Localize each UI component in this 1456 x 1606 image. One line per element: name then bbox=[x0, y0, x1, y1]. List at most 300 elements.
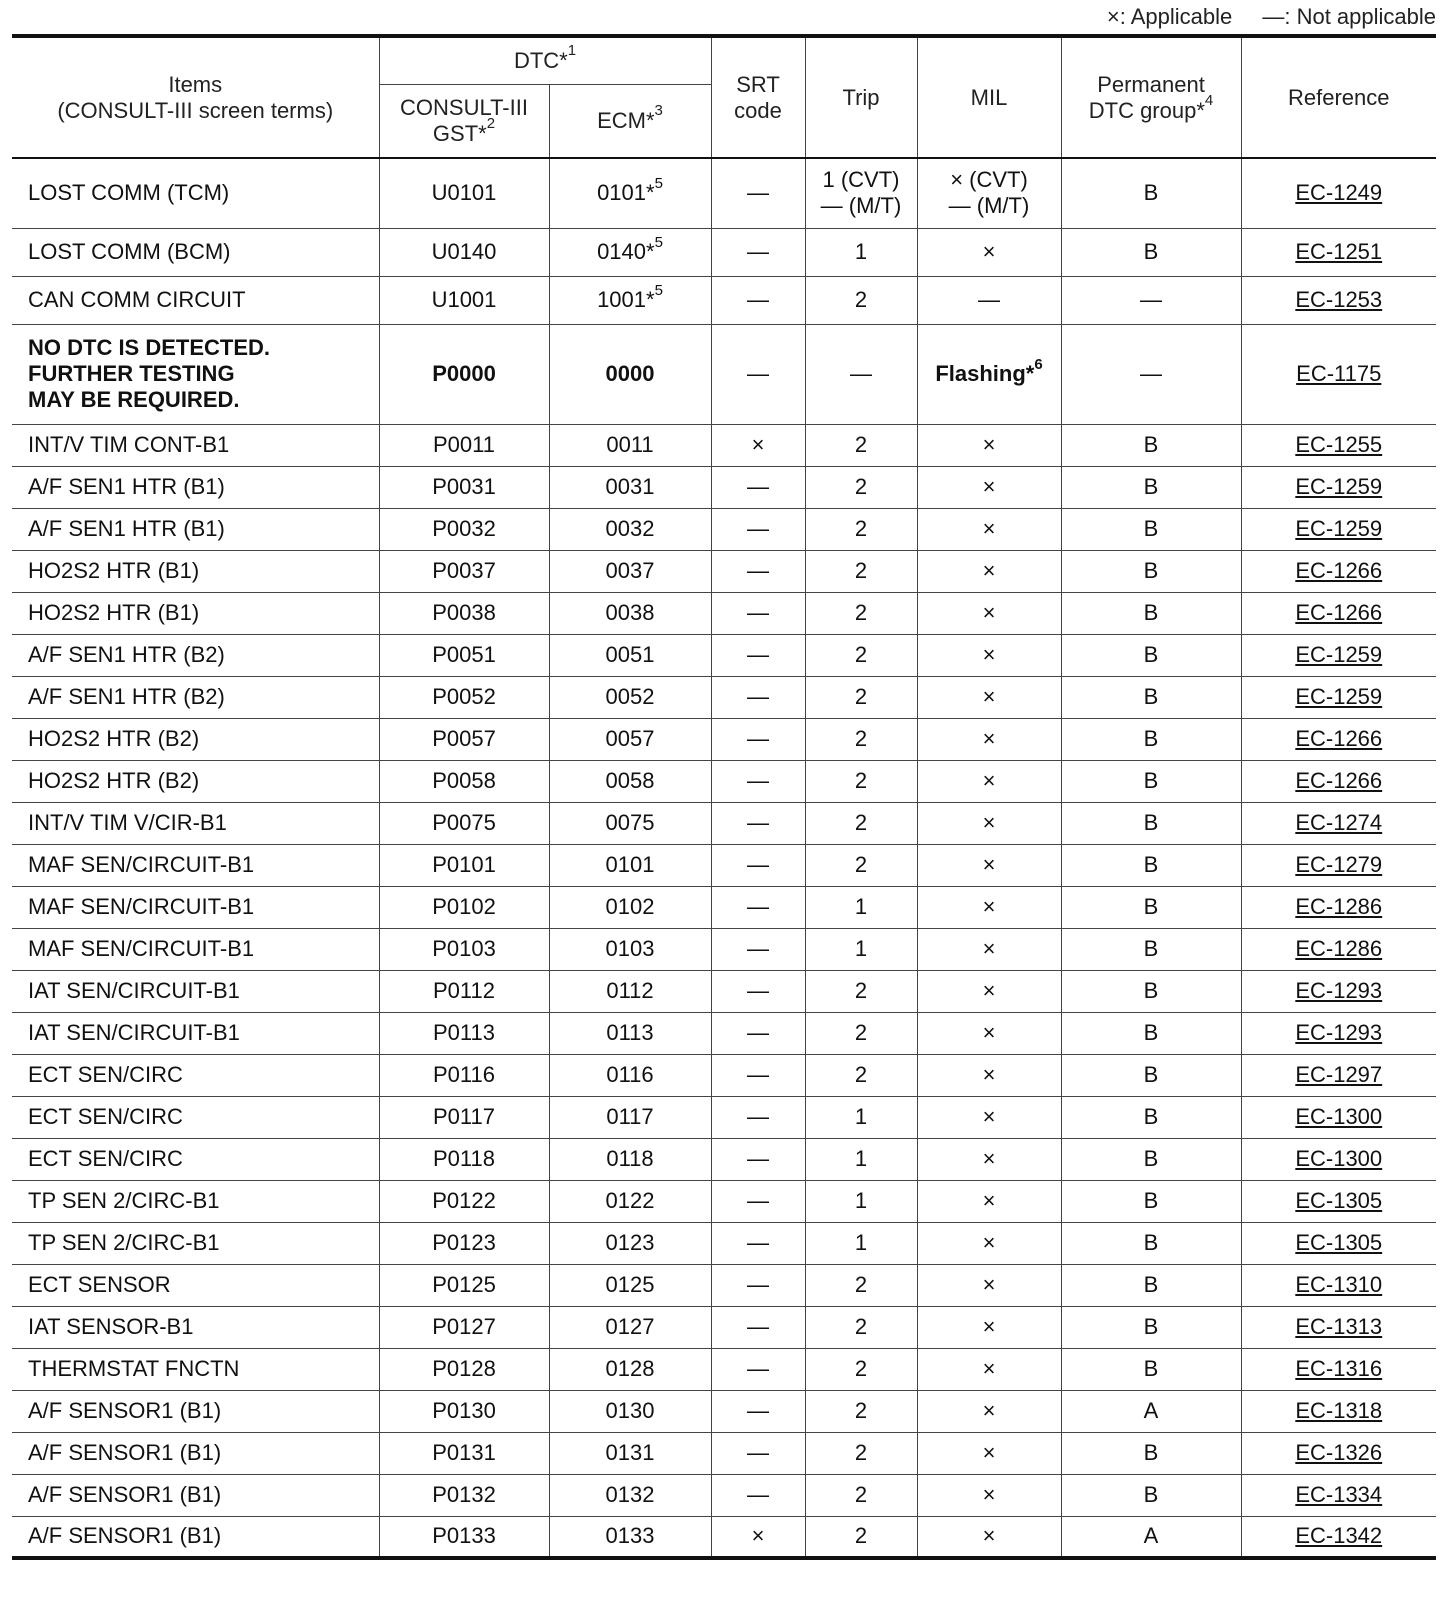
reference-link[interactable]: EC-1293 bbox=[1241, 1012, 1436, 1054]
cell-perm: B bbox=[1061, 1180, 1241, 1222]
cell-trip: 2 bbox=[805, 1516, 917, 1558]
cell-srt: — bbox=[711, 466, 805, 508]
cell-item: INT/V TIM CONT-B1 bbox=[12, 424, 379, 466]
cell-mil: × bbox=[917, 1222, 1061, 1264]
cell-srt: — bbox=[711, 1054, 805, 1096]
cell-srt: — bbox=[711, 1264, 805, 1306]
cell-item: TP SEN 2/CIRC-B1 bbox=[12, 1180, 379, 1222]
cell-perm: B bbox=[1061, 592, 1241, 634]
cell-ecm-sup: 5 bbox=[654, 233, 663, 251]
cell-consult: P0037 bbox=[379, 550, 549, 592]
reference-link[interactable]: EC-1175 bbox=[1241, 324, 1436, 424]
cell-item: MAF SEN/CIRCUIT-B1 bbox=[12, 928, 379, 970]
cell-perm: B bbox=[1061, 1222, 1241, 1264]
cell-mil: × bbox=[917, 634, 1061, 676]
cell-consult: P0113 bbox=[379, 1012, 549, 1054]
cell-item: A/F SEN1 HTR (B1) bbox=[12, 508, 379, 550]
cell-perm: B bbox=[1061, 158, 1241, 228]
table-row bbox=[12, 1222, 1436, 1264]
cell-srt: — bbox=[711, 1222, 805, 1264]
cell-perm: — bbox=[1061, 276, 1241, 324]
reference-link[interactable]: EC-1342 bbox=[1241, 1516, 1436, 1558]
cell-ecm: 0122 bbox=[549, 1180, 711, 1222]
cell-item: INT/V TIM V/CIR-B1 bbox=[12, 802, 379, 844]
cell-ecm: 0011 bbox=[549, 424, 711, 466]
cell-perm: B bbox=[1061, 1012, 1241, 1054]
cell-mil: × bbox=[917, 1432, 1061, 1474]
cell-consult: P0057 bbox=[379, 718, 549, 760]
cell-mil bbox=[917, 324, 1061, 424]
table-row bbox=[12, 1096, 1436, 1138]
cell-ecm bbox=[549, 276, 711, 324]
cell-item: HO2S2 HTR (B2) bbox=[12, 760, 379, 802]
header-permanent bbox=[1061, 36, 1241, 158]
table-row bbox=[12, 1474, 1436, 1516]
cell-srt: × bbox=[711, 424, 805, 466]
cell-trip: 1 bbox=[805, 886, 917, 928]
cell-consult: U1001 bbox=[379, 276, 549, 324]
cell-perm: B bbox=[1061, 802, 1241, 844]
cell-perm: B bbox=[1061, 508, 1241, 550]
cell-perm: B bbox=[1061, 228, 1241, 276]
cell-item: A/F SENSOR1 (B1) bbox=[12, 1432, 379, 1474]
cell-srt: — bbox=[711, 228, 805, 276]
header-consult-sup: 2 bbox=[486, 115, 496, 133]
cell-ecm: 0112 bbox=[549, 970, 711, 1012]
cell-trip: 2 bbox=[805, 1390, 917, 1432]
cell-srt: — bbox=[711, 550, 805, 592]
cell-trip: 2 bbox=[805, 1348, 917, 1390]
table-row bbox=[12, 1390, 1436, 1432]
table-row bbox=[12, 324, 1436, 424]
cell-perm: B bbox=[1061, 1348, 1241, 1390]
cell-ecm bbox=[549, 158, 711, 228]
reference-link[interactable]: EC-1259 bbox=[1241, 634, 1436, 676]
table-row bbox=[12, 276, 1436, 324]
cell-consult: U0140 bbox=[379, 228, 549, 276]
cell-mil: × bbox=[917, 1390, 1061, 1432]
cell-consult: P0116 bbox=[379, 1054, 549, 1096]
table-row bbox=[12, 1012, 1436, 1054]
header-ecm bbox=[549, 84, 711, 158]
cell-srt: — bbox=[711, 718, 805, 760]
reference-link[interactable]: EC-1274 bbox=[1241, 802, 1436, 844]
reference-link[interactable]: EC-1266 bbox=[1241, 760, 1436, 802]
cell-ecm-sup: 5 bbox=[654, 281, 663, 299]
cell-srt: — bbox=[711, 1306, 805, 1348]
legend-not-applicable: —: Not applicable bbox=[1262, 4, 1436, 29]
table-row bbox=[12, 1432, 1436, 1474]
header-consult bbox=[379, 84, 549, 158]
table-row bbox=[12, 802, 1436, 844]
cell-mil: × bbox=[917, 1264, 1061, 1306]
reference-link[interactable]: EC-1305 bbox=[1241, 1222, 1436, 1264]
cell-srt: — bbox=[711, 158, 805, 228]
cell-item: MAF SEN/CIRCUIT-B1 bbox=[12, 844, 379, 886]
reference-link[interactable]: EC-1251 bbox=[1241, 228, 1436, 276]
cell-mil: × bbox=[917, 1180, 1061, 1222]
cell-consult: P0038 bbox=[379, 592, 549, 634]
cell-item bbox=[12, 324, 379, 424]
table-row bbox=[12, 970, 1436, 1012]
cell-srt: — bbox=[711, 634, 805, 676]
header-consult-line2 bbox=[384, 115, 545, 147]
table-row bbox=[12, 466, 1436, 508]
cell-perm: B bbox=[1061, 844, 1241, 886]
header-trip: Trip bbox=[805, 36, 917, 158]
cell-trip: 2 bbox=[805, 508, 917, 550]
header-consult-line2-text: GST* bbox=[432, 120, 487, 146]
cell-perm: A bbox=[1061, 1516, 1241, 1558]
cell-ecm: 0132 bbox=[549, 1474, 711, 1516]
cell-perm: B bbox=[1061, 928, 1241, 970]
cell-trip: 2 bbox=[805, 424, 917, 466]
header-items-line1: Items bbox=[168, 71, 223, 97]
reference-link[interactable]: EC-1253 bbox=[1241, 276, 1436, 324]
cell-srt: — bbox=[711, 324, 805, 424]
cell-perm: A bbox=[1061, 1390, 1241, 1432]
reference-link[interactable]: EC-1266 bbox=[1241, 718, 1436, 760]
cell-consult: P0103 bbox=[379, 928, 549, 970]
cell-srt: — bbox=[711, 1096, 805, 1138]
cell-ecm: 0038 bbox=[549, 592, 711, 634]
cell-consult: P0133 bbox=[379, 1516, 549, 1558]
cell-ecm: 0037 bbox=[549, 550, 711, 592]
cell-item: HO2S2 HTR (B2) bbox=[12, 718, 379, 760]
cell-mil-line1: × (CVT) bbox=[950, 167, 1028, 193]
table-header bbox=[12, 36, 1436, 158]
cell-consult: P0031 bbox=[379, 466, 549, 508]
cell-ecm-text: 1001* bbox=[597, 287, 655, 312]
cell-ecm: 0032 bbox=[549, 508, 711, 550]
cell-perm: B bbox=[1061, 1474, 1241, 1516]
cell-item: IAT SEN/CIRCUIT-B1 bbox=[12, 1012, 379, 1054]
cell-item-line2: FURTHER TESTING bbox=[28, 361, 235, 386]
cell-ecm: 0116 bbox=[549, 1054, 711, 1096]
cell-srt: — bbox=[711, 276, 805, 324]
cell-item: A/F SENSOR1 (B1) bbox=[12, 1390, 379, 1432]
reference-link[interactable]: EC-1300 bbox=[1241, 1096, 1436, 1138]
cell-trip: 2 bbox=[805, 1264, 917, 1306]
cell-ecm: 0117 bbox=[549, 1096, 711, 1138]
cell-perm: B bbox=[1061, 424, 1241, 466]
header-perm-sup: 4 bbox=[1204, 92, 1214, 110]
cell-mil: × bbox=[917, 1474, 1061, 1516]
cell-item: TP SEN 2/CIRC-B1 bbox=[12, 1222, 379, 1264]
dtc-table bbox=[12, 34, 1436, 1560]
cell-item: IAT SENSOR-B1 bbox=[12, 1306, 379, 1348]
cell-srt: — bbox=[711, 970, 805, 1012]
reference-link[interactable]: EC-1334 bbox=[1241, 1474, 1436, 1516]
cell-consult: P0123 bbox=[379, 1222, 549, 1264]
cell-ecm: 0058 bbox=[549, 760, 711, 802]
cell-mil: × bbox=[917, 508, 1061, 550]
cell-perm: B bbox=[1061, 1138, 1241, 1180]
table-row bbox=[12, 508, 1436, 550]
reference-link[interactable]: EC-1249 bbox=[1241, 158, 1436, 228]
table-row bbox=[12, 228, 1436, 276]
header-srt-line2: code bbox=[734, 97, 782, 123]
cell-consult: P0122 bbox=[379, 1180, 549, 1222]
cell-trip: 1 bbox=[805, 1138, 917, 1180]
cell-ecm: 0128 bbox=[549, 1348, 711, 1390]
table-row bbox=[12, 844, 1436, 886]
cell-perm: B bbox=[1061, 1054, 1241, 1096]
cell-ecm: 0102 bbox=[549, 886, 711, 928]
cell-perm: B bbox=[1061, 760, 1241, 802]
header-reference: Reference bbox=[1241, 36, 1436, 158]
cell-srt: — bbox=[711, 844, 805, 886]
table-row bbox=[12, 1348, 1436, 1390]
reference-link[interactable]: EC-1259 bbox=[1241, 466, 1436, 508]
cell-trip: 2 bbox=[805, 466, 917, 508]
cell-ecm: 0131 bbox=[549, 1432, 711, 1474]
cell-mil: × bbox=[917, 466, 1061, 508]
table-row bbox=[12, 1180, 1436, 1222]
reference-link[interactable]: EC-1279 bbox=[1241, 844, 1436, 886]
cell-mil: × bbox=[917, 550, 1061, 592]
header-perm-line2-text: DTC group* bbox=[1088, 97, 1205, 123]
header-srt-line1: SRT bbox=[736, 71, 780, 97]
cell-srt: — bbox=[711, 1138, 805, 1180]
cell-mil: × bbox=[917, 676, 1061, 718]
table-row bbox=[12, 928, 1436, 970]
header-perm-line2 bbox=[1066, 92, 1237, 124]
cell-consult: P0011 bbox=[379, 424, 549, 466]
cell-mil: × bbox=[917, 228, 1061, 276]
cell-mil: × bbox=[917, 802, 1061, 844]
cell-consult: P0058 bbox=[379, 760, 549, 802]
cell-mil-line2: — (M/T) bbox=[948, 193, 1030, 219]
cell-trip: 2 bbox=[805, 276, 917, 324]
cell-mil: × bbox=[917, 844, 1061, 886]
cell-ecm: 0127 bbox=[549, 1306, 711, 1348]
reference-link[interactable]: EC-1318 bbox=[1241, 1390, 1436, 1432]
table-row bbox=[12, 760, 1436, 802]
cell-consult: P0127 bbox=[379, 1306, 549, 1348]
cell-perm: B bbox=[1061, 1096, 1241, 1138]
cell-ecm: 0031 bbox=[549, 466, 711, 508]
cell-consult: P0032 bbox=[379, 508, 549, 550]
cell-mil: × bbox=[917, 592, 1061, 634]
cell-ecm bbox=[549, 228, 711, 276]
cell-mil bbox=[917, 158, 1061, 228]
cell-trip: 2 bbox=[805, 676, 917, 718]
cell-trip: — bbox=[805, 324, 917, 424]
cell-trip: 2 bbox=[805, 1306, 917, 1348]
cell-item: A/F SEN1 HTR (B2) bbox=[12, 676, 379, 718]
cell-trip: 2 bbox=[805, 550, 917, 592]
cell-trip: 2 bbox=[805, 592, 917, 634]
cell-ecm: 0130 bbox=[549, 1390, 711, 1432]
cell-mil: × bbox=[917, 970, 1061, 1012]
cell-perm: B bbox=[1061, 886, 1241, 928]
cell-trip: 2 bbox=[805, 1432, 917, 1474]
cell-mil: × bbox=[917, 1096, 1061, 1138]
header-consult-line1: CONSULT-III bbox=[400, 94, 528, 120]
cell-srt: — bbox=[711, 676, 805, 718]
cell-ecm: 0052 bbox=[549, 676, 711, 718]
cell-item: ECT SENSOR bbox=[12, 1264, 379, 1306]
reference-link[interactable]: EC-1297 bbox=[1241, 1054, 1436, 1096]
header-items-line2: (CONSULT-III screen terms) bbox=[57, 97, 334, 123]
reference-link[interactable]: EC-1255 bbox=[1241, 424, 1436, 466]
cell-trip: 1 bbox=[805, 1096, 917, 1138]
cell-srt: — bbox=[711, 1348, 805, 1390]
table-row bbox=[12, 424, 1436, 466]
table-row bbox=[12, 158, 1436, 228]
cell-trip: 2 bbox=[805, 1474, 917, 1516]
cell-trip: 1 bbox=[805, 1180, 917, 1222]
cell-srt: — bbox=[711, 760, 805, 802]
cell-srt: — bbox=[711, 1012, 805, 1054]
cell-consult: P0117 bbox=[379, 1096, 549, 1138]
cell-ecm-text: 0140* bbox=[597, 239, 655, 264]
cell-mil-text: Flashing* bbox=[935, 361, 1035, 386]
cell-item: CAN COMM CIRCUIT bbox=[12, 276, 379, 324]
cell-srt: × bbox=[711, 1516, 805, 1558]
cell-mil: × bbox=[917, 1306, 1061, 1348]
cell-mil: × bbox=[917, 424, 1061, 466]
dtc-table-container bbox=[12, 34, 1436, 1560]
cell-srt: — bbox=[711, 928, 805, 970]
cell-srt: — bbox=[711, 886, 805, 928]
reference-link[interactable]: EC-1266 bbox=[1241, 550, 1436, 592]
cell-perm: B bbox=[1061, 466, 1241, 508]
cell-srt: — bbox=[711, 1180, 805, 1222]
header-ecm-label: ECM* bbox=[597, 107, 655, 133]
legend-applicable: ×: Applicable bbox=[1106, 4, 1233, 29]
header-perm-line1: Permanent bbox=[1097, 71, 1205, 97]
reference-link[interactable]: EC-1310 bbox=[1241, 1264, 1436, 1306]
cell-perm: B bbox=[1061, 1432, 1241, 1474]
header-ecm-sup: 3 bbox=[654, 102, 663, 120]
table-row bbox=[12, 592, 1436, 634]
reference-link[interactable]: EC-1300 bbox=[1241, 1138, 1436, 1180]
cell-trip-line2: — (M/T) bbox=[820, 193, 902, 219]
reference-link[interactable]: EC-1286 bbox=[1241, 928, 1436, 970]
cell-perm: B bbox=[1061, 634, 1241, 676]
header-mil: MIL bbox=[917, 36, 1061, 158]
cell-ecm: 0075 bbox=[549, 802, 711, 844]
cell-consult: P0128 bbox=[379, 1348, 549, 1390]
cell-mil: — bbox=[917, 276, 1061, 324]
cell-item: HO2S2 HTR (B1) bbox=[12, 550, 379, 592]
header-items bbox=[12, 36, 379, 158]
cell-ecm: 0103 bbox=[549, 928, 711, 970]
header-srt bbox=[711, 36, 805, 158]
cell-item-line1: NO DTC IS DETECTED. bbox=[28, 335, 271, 360]
cell-item: MAF SEN/CIRCUIT-B1 bbox=[12, 886, 379, 928]
cell-consult: P0112 bbox=[379, 970, 549, 1012]
reference-link[interactable]: EC-1259 bbox=[1241, 676, 1436, 718]
cell-trip: 2 bbox=[805, 844, 917, 886]
cell-mil-sup: 6 bbox=[1034, 355, 1043, 373]
cell-trip: 2 bbox=[805, 1054, 917, 1096]
cell-item: THERMSTAT FNCTN bbox=[12, 1348, 379, 1390]
cell-item-line3: MAY BE REQUIRED. bbox=[28, 387, 240, 412]
header-dtc bbox=[379, 36, 711, 84]
reference-link[interactable]: EC-1326 bbox=[1241, 1432, 1436, 1474]
cell-ecm: 0125 bbox=[549, 1264, 711, 1306]
table-row bbox=[12, 550, 1436, 592]
cell-trip: 2 bbox=[805, 1012, 917, 1054]
cell-ecm-text: 0101* bbox=[597, 180, 655, 206]
cell-ecm: 0000 bbox=[549, 324, 711, 424]
cell-trip: 2 bbox=[805, 634, 917, 676]
cell-ecm: 0057 bbox=[549, 718, 711, 760]
cell-consult: P0130 bbox=[379, 1390, 549, 1432]
cell-trip: 1 bbox=[805, 1222, 917, 1264]
cell-mil: × bbox=[917, 1138, 1061, 1180]
header-dtc-label: DTC* bbox=[513, 47, 568, 73]
cell-mil: × bbox=[917, 1054, 1061, 1096]
cell-item: A/F SENSOR1 (B1) bbox=[12, 1474, 379, 1516]
cell-srt: — bbox=[711, 1390, 805, 1432]
cell-item: A/F SEN1 HTR (B2) bbox=[12, 634, 379, 676]
reference-link[interactable]: EC-1313 bbox=[1241, 1306, 1436, 1348]
cell-ecm: 0123 bbox=[549, 1222, 711, 1264]
cell-item: ECT SEN/CIRC bbox=[12, 1054, 379, 1096]
cell-consult: P0118 bbox=[379, 1138, 549, 1180]
cell-item: LOST COMM (TCM) bbox=[12, 158, 379, 228]
cell-ecm: 0113 bbox=[549, 1012, 711, 1054]
reference-link[interactable]: EC-1293 bbox=[1241, 970, 1436, 1012]
cell-mil: × bbox=[917, 886, 1061, 928]
cell-srt: — bbox=[711, 508, 805, 550]
reference-link[interactable]: EC-1305 bbox=[1241, 1180, 1436, 1222]
cell-consult: P0125 bbox=[379, 1264, 549, 1306]
cell-item: ECT SEN/CIRC bbox=[12, 1096, 379, 1138]
table-row bbox=[12, 1264, 1436, 1306]
cell-srt: — bbox=[711, 592, 805, 634]
cell-trip: 1 bbox=[805, 928, 917, 970]
cell-consult: P0000 bbox=[379, 324, 549, 424]
cell-ecm-sup: 5 bbox=[654, 174, 663, 192]
cell-trip: 2 bbox=[805, 718, 917, 760]
cell-srt: — bbox=[711, 802, 805, 844]
cell-srt: — bbox=[711, 1432, 805, 1474]
cell-trip bbox=[805, 158, 917, 228]
cell-item: IAT SEN/CIRCUIT-B1 bbox=[12, 970, 379, 1012]
cell-item: ECT SEN/CIRC bbox=[12, 1138, 379, 1180]
reference-link[interactable]: EC-1259 bbox=[1241, 508, 1436, 550]
cell-perm: — bbox=[1061, 324, 1241, 424]
table-body bbox=[12, 158, 1436, 1558]
cell-item: LOST COMM (BCM) bbox=[12, 228, 379, 276]
table-row bbox=[12, 1306, 1436, 1348]
cell-mil: × bbox=[917, 928, 1061, 970]
legend bbox=[1083, 4, 1436, 30]
table-row bbox=[12, 1138, 1436, 1180]
reference-link[interactable]: EC-1266 bbox=[1241, 592, 1436, 634]
cell-consult: U0101 bbox=[379, 158, 549, 228]
header-dtc-sup: 1 bbox=[567, 42, 577, 60]
cell-trip: 2 bbox=[805, 760, 917, 802]
cell-mil: × bbox=[917, 1012, 1061, 1054]
cell-mil: × bbox=[917, 1516, 1061, 1558]
reference-link[interactable]: EC-1286 bbox=[1241, 886, 1436, 928]
cell-perm: B bbox=[1061, 718, 1241, 760]
cell-consult: P0131 bbox=[379, 1432, 549, 1474]
cell-consult: P0075 bbox=[379, 802, 549, 844]
cell-consult: P0101 bbox=[379, 844, 549, 886]
cell-trip: 2 bbox=[805, 970, 917, 1012]
cell-trip: 2 bbox=[805, 802, 917, 844]
cell-trip-line1: 1 (CVT) bbox=[822, 167, 900, 193]
reference-link[interactable]: EC-1316 bbox=[1241, 1348, 1436, 1390]
cell-mil: × bbox=[917, 1348, 1061, 1390]
